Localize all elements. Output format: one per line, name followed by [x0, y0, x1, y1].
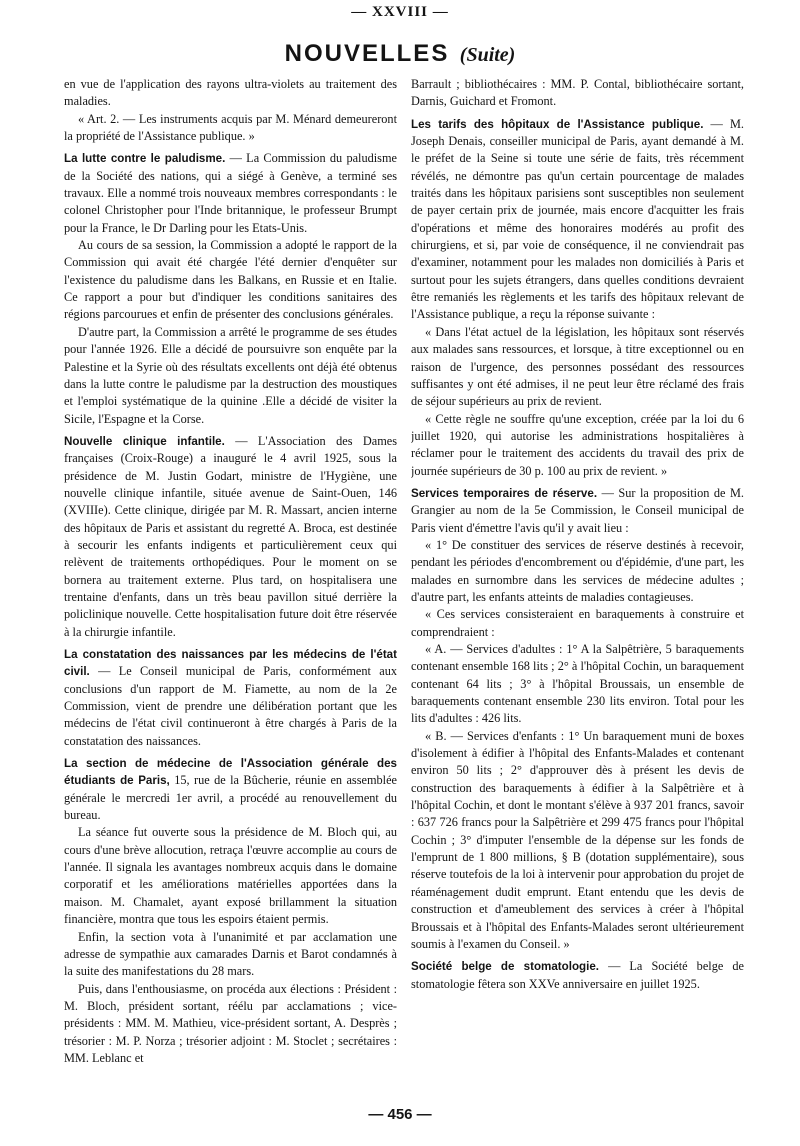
news-text: — Sur la proposition de M. Grangier au nom de la 5e Commission, le Conseil municipal de Paris vient d'émettre l'avis qu'il y avait lieu :	[411, 485, 744, 535]
roman-page-number: — XXVIII —	[351, 4, 449, 20]
news-title: Services temporaires de réserve.	[411, 486, 598, 500]
paragraph: « Art. 2. — Les instruments acquis par M. Ménard demeureront la propriété de l'Assistance publique. »	[64, 111, 397, 144]
news-title: La section de médecine de l'Association générale des étudiants de Paris,	[64, 757, 397, 788]
paragraph: « 1° De constituer des services de réserve destinés à recevoir, pendant les périodes d'encombrement ou d'épidémie, d'une part, les malades en surnombre dans les services de médecine adultes ; d'autre part, les enfants atteints de maladies contagieuses.	[411, 537, 744, 604]
paragraph: « Cette règle ne souffre qu'une exception, créée par la loi du 6 juillet 1920, qui autorise les administrations hospitalières à réclamer pour le traitement des accidents du travail des prix de journée supérieurs de 30 p. 100 au prix de revient. »	[411, 411, 744, 478]
paragraph: Puis, dans l'enthousiasme, on procéda aux élections : Président : M. Bloch, président sortant, réélu par acclamations ; vice-présidents : MM. M. Mathieu, vice-président sortant, A. Desprès ; trésorier : M. P. Norza ; trésorier adjoint : M. Stoclet ; secrétaires : MM. Leblanc et	[64, 981, 397, 1065]
page-number: — 456 —	[368, 1106, 432, 1123]
news-title: La lutte contre le paludisme.	[64, 152, 226, 166]
paragraph: Barrault ; bibliothécaires : MM. P. Contal, bibliothécaire sortant, Darnis, Guichard et Fromont.	[411, 77, 744, 109]
news-text: 15, rue de la Bûcherie, réunie en assemblée générale le mercredi 1er avril, a procédé au renouvellement du bureau.	[64, 773, 397, 823]
paragraph: en vue de l'application des rayons ultra-violets au traitement des maladies.	[64, 77, 397, 109]
paragraph: D'autre part, la Commission a arrêté le programme de ses études pour l'année 1926. Elle a décidé de poursuivre son enquête par la Palestine et la Syrie où des résultats excellents ont déjà été obtenus dans la lutte contre le paludisme par la destruction des moustiques et l'emploi systématique de la quinine .Elle a décidé de visiter la Sicile, l'Espagne et la Corse.	[64, 324, 397, 426]
news-title: Nouvelle clinique infantile.	[64, 434, 225, 448]
heading-title: NOUVELLES	[284, 40, 450, 67]
paragraph: Enfin, la section vota à l'unanimité et par acclamation une adresse de sympathie aux camarades Darnis et Barot condamnés à la suite des manifestations du 28 mars.	[64, 929, 397, 979]
right-column	[411, 76, 744, 1096]
left-column	[64, 76, 397, 1096]
text-columns	[64, 76, 744, 1096]
paragraph: « Dans l'état actuel de la législation, les hôpitaux sont réservés aux malades sans ressources, et lorsque, à titre exceptionnel ou en raison de l'urgence, des personnes possédant des ressources suffisantes y ont été admises, il ne peut leur être réclamé des frais de séjour supérieurs au prix de revient.	[411, 324, 744, 409]
paragraph: « Ces services consisteraient en baraquements à construire et comprendraient :	[411, 607, 744, 639]
news-text: — M. Joseph Denais, conseiller municipal de Paris, ayant demandé à M. le préfet de la Seine si toute une série de faits, très récemment révélés, ne démontre pas qu'un certain pourcentage de malades traités dans les hôpitaux parisiens sont susceptibles non seulement de payer certain prix de journée, mais encore d'acquitter les frais d'opérations et même des honoraires modérés au profit des chirurgiens, et si, par voie de conséquence, il ne conviendrait pas d'examiner, notamment pour les malades non domiciliés à Paris et surtout pour les sujets étrangers, dans quelles conditions devraient être remaniés les règlements et les tarifs des hôpitaux relevant de l'Assistance publique, a reçu la réponse suivante :	[411, 116, 744, 322]
news-title: Société belge de stomatologie.	[411, 960, 600, 974]
paragraph: Au cours de sa session, la Commission a adopté le rapport de la Commission qui avait été chargée l'été dernier d'enquêter sur l'existence du paludisme dans les Balkans, en Russie et en Italie. Ce rapport a pour but d'indiquer les conditions sanitaires des régions parcourues et enfin de présenter des conclusions générales.	[64, 238, 397, 322]
news-title: Les tarifs des hôpitaux de l'Assistance publique.	[411, 117, 704, 131]
news-text: — La Société belge de stomatologie fêtera son XXVe anniversaire en juillet 1925.	[411, 959, 744, 991]
paragraph: « A. — Services d'adultes : 1° A la Salpêtrière, 5 baraquements contenant ensemble 168 lits ; 2° à l'hôpital Cochin, un baraquement contenant 64 lits ; 3° à l'hôpital Broussais, un ensemble de baraquements contenant ensemble 230 lits environ. Total pour les lits d'adultes : 426 lits.	[411, 642, 744, 726]
news-title: La constatation des naissances par les médecins de l'état civil.	[64, 648, 397, 679]
section-heading	[0, 40, 800, 68]
paragraph: « B. — Services d'enfants : 1° Un baraquement muni de boxes d'isolement à édifier à l'hôpital des Enfants-Malades et contenant environ 50 lits ; 2° d'approuver dès à présent les devis de construction des baraquements à édifier à la Salpêtrière et à l'hôpital Cochin, et dont le montant s'élève à 937 201 francs, savoir : 637 726 francs pour la Salpêtrière et 299 475 francs pour l'hôpital Cochin ; 3° d'imputer l'ensemble de la dépense sur les fonds de l'emprunt de 1 800 millions, § B (dotation supplémentaire), sous réserve toutefois de la loi à intervenir pour approbation du projet de réaménagement dudit emprunt. Etant entendu que les devis de construction et d'ameublement des services à créer à l'hôpital Broussais et à l'hôpital des Enfants-Malades seront ultérieurement soumis à l'examen du Conseil. »	[411, 728, 744, 951]
heading-suite: (Suite)	[459, 44, 516, 66]
news-text: — Le Conseil municipal de Paris, conformément aux conclusions d'un rapport de M. Fiamette, au nom de la 2e Commission, vient de prendre une délibération portant que les médecins de l'état civil continueront à être chargés à Paris de la constatation des naissances.	[64, 664, 397, 748]
news-text: — L'Association des Dames françaises (Croix-Rouge) a inauguré le 4 avril 1925, sous la présidence de M. Justin Godart, ministre de l'Hygiène, une nouvelle clinique infantile, située avenue de Saint-Ouen, 146 (XVIIIe). Cette clinique, dirigée par M. R. Massart, ancien interne des hôpitaux de Paris et assistant du regretté A. Broca, est destinée à secourir les enfants indigents et particulièrement ceux qui relèvent de traitements orthopédiques. Pour le moment on se bornera au traitement externe. Plus tard, on hospitalisera une trentaine d'enfants, dans un très beau pavillon situé derrière la policlinique nouvelle. Cette hospitalisation future doit être réservée à la chirurgie infantile.	[64, 433, 397, 639]
news-text: — La Commission du paludisme de la Société des nations, qui a siégé à Genève, a terminé ses travaux. Elle a nommé trois nouveaux membres correspondants : le colonel Christopher pour l'Inde britannique, le professeur Brumpt pour la France, le Dr Darling pour les Etats-Unis.	[64, 151, 397, 235]
paragraph: La séance fut ouverte sous la présidence de M. Bloch qui, au cours d'une brève allocution, retraça l'œuvre accomplie au cours de l'année. Il signala les avantages nombreux acquis dans le domaine corporatif et les améliorations matérielles apportées dans la maison. M. Chamalet, ayant exposé brillamment la situation financière, montra que tous les espoirs étaient permis.	[64, 825, 397, 927]
